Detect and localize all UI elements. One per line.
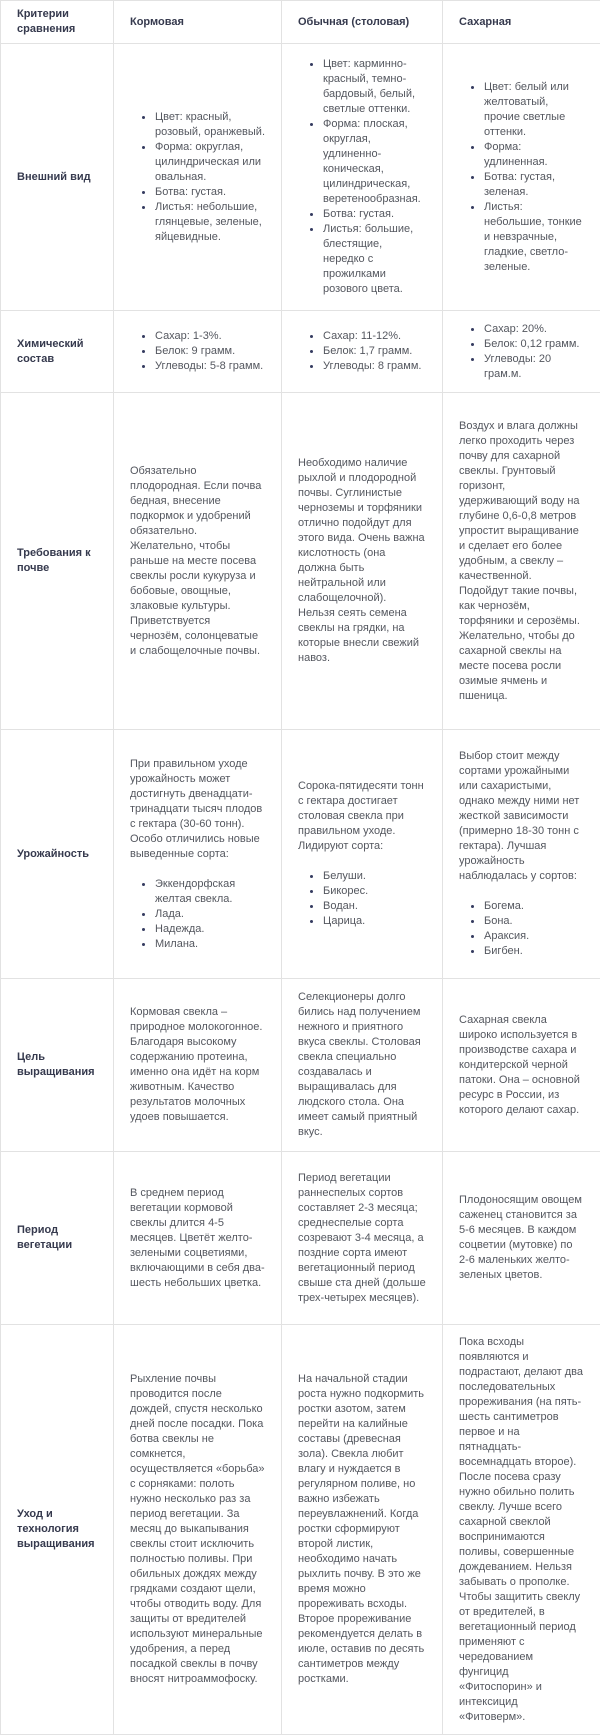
bullet-item: • Цвет: красный, розовый, оранжевый.	[154, 110, 265, 140]
content-cell	[114, 393, 282, 730]
bullet-list	[459, 322, 584, 382]
content-cell	[282, 1152, 443, 1325]
content-cell	[443, 730, 600, 979]
bullet-item: • Углеводы: 8 грамм.	[322, 359, 426, 374]
bullet-item: • Сахар: 1-3%.	[154, 329, 265, 344]
bullet-item: • Белок: 1,7 грамм.	[322, 344, 426, 359]
bullet-item: • Водан.	[322, 899, 426, 914]
bullet-item: • Белок: 0,12 грамм.	[483, 337, 584, 352]
cell-paragraph: Рыхление почвы проводится после дождей, спустя несколько дней после посадки. Пока ботва свеклы не сомкнется, осуществляется «борьба» с сорняками: полоть нужно несколько раз за период вегетации. За месяц до выкапывания свеклы стоит исключить полностью поливы. При обильных дождях между грядками создают щели, чтобы отводить воду. Для защиты от вредителей используют минеральные удобрения, а перед посадкой свеклы в почву вносят нитроаммофоску.	[130, 1373, 265, 1685]
bullet-item: • Листья: большие, блестящие, нередко с прожилками розового цвета.	[322, 222, 426, 297]
cell-paragraph: В среднем период вегетации кормовой свеклы длится 4-5 месяцев. Цветёт желто-зелеными соцветиями, включающими в себя два-шесть небольших цветка.	[130, 1186, 265, 1289]
bullet-list	[130, 329, 265, 374]
cell-paragraph: Плодоносящим овощем саженец становится за 5-6 месяцев. В каждом соцветии (мутовке) по 2-6 маленьких желто-зеленых цветов.	[459, 1194, 582, 1281]
table-row	[1, 979, 600, 1152]
bullet-list	[298, 57, 426, 297]
bullet-item: • Ботва: густая.	[154, 185, 265, 200]
cell-paragraph: На начальной стадии роста нужно подкормить ростки азотом, затем перейти на калийные составы (древесная зола). Свекла любит влагу и нуждается в регулярном поливе, но важно избежать переувлажнений. Когда ростки сформируют второй листик, необходимо начать рыхлить почву. В это же время можно прореживать всходы. Второе прореживание рекомендуется делать в июле, оставив по десять сантиметров между ростками.	[298, 1373, 425, 1685]
bullet-item: • Царица.	[322, 914, 426, 929]
cell-paragraph: Период вегетации раннеспелых сортов составляет 2-3 месяца; среднеспелые сорта созревают 3-4 месяца, а поздние сорта имеют вегетационный период свыше ста дней (дольше трех-четырех месяцев).	[298, 1171, 426, 1304]
bullet-item: • Листья: небольшие, глянцевые, зеленые, яйцевидные.	[154, 200, 265, 245]
table-header	[1, 1, 600, 44]
content-cell	[282, 1325, 443, 1735]
bullet-item: • Цвет: белый или желтоватый, прочие светлые оттенки.	[483, 80, 584, 140]
cell-paragraph: Пока всходы появляются и подрастают, делают два последовательных прореживания (на пять-шесть сантиметров первое и на пятнадцать-восемнадцать второе). После посева сразу нужно обильно полить свеклу. Лучше всего сахарной свеклой воспринимаются поливы, совершенные дождеванием. Нельзя забывать о прополке. Чтобы защитить свеклу от вредителей, в вегетационный период применяют с чередованием фунгицид «Фитоспорин» и интексицид «Фитоверм».	[459, 1335, 584, 1723]
content-cell	[443, 1325, 600, 1735]
bullet-item: • Форма: округлая, цилиндрическая или овальная.	[154, 140, 265, 185]
content-cell	[282, 730, 443, 979]
content-cell	[114, 44, 282, 311]
header-fodder-beet: Кормовая	[114, 1, 282, 44]
bullet-item: • Сахар: 11-12%.	[322, 329, 426, 344]
table-row	[1, 311, 600, 393]
content-cell	[443, 393, 600, 730]
header-table-beet: Обычная (столовая)	[282, 1, 443, 44]
content-cell	[282, 979, 443, 1152]
row-label: Внешний вид	[1, 44, 114, 311]
table-row	[1, 44, 600, 311]
cell-paragraph: Сорока-пятидесяти тонн с гектара достигает столовая свекла при правильном уходе. Лидируют сорта:	[298, 780, 424, 852]
content-cell	[114, 1325, 282, 1735]
cell-paragraph: Обязательно плодородная. Если почва бедная, внесение подкормок и удобрений обязательно. Желательно, чтобы раньше на месте посева свеклы росли кукуруза и бобовые, овощные, злаковые культуры. Приветствуется чернозём, солонцеватые и слабощелочные почвы.	[130, 464, 262, 657]
bullet-item: • Форма: плоская, округлая, удлиненно-коническая, цилиндрическая, веретенообразная.	[322, 117, 426, 207]
bullet-item: • Листья: небольшие, тонкие и невзрачные, гладкие, светло-зеленые.	[483, 200, 584, 275]
content-cell	[114, 979, 282, 1152]
bullet-item: • Надежда.	[154, 922, 265, 937]
bullet-list	[459, 80, 584, 275]
bullet-item: • Эккендорфская желтая свекла.	[154, 877, 265, 907]
cell-paragraph: Необходимо наличие рыхлой и плодородной почвы. Суглинистые черноземы и торфяники отлично подойдут для этого вида. Очень важна кислотность (она должна быть нейтральной или слабощелочной). Нельзя сеять семена свеклы на грядки, на которые внесли свежий навоз.	[298, 457, 425, 664]
content-cell	[443, 979, 600, 1152]
content-cell	[443, 44, 600, 311]
row-label: Уход и технология выращивания	[1, 1325, 114, 1735]
header-sugar-beet: Сахарная	[443, 1, 600, 44]
bullet-list	[130, 877, 265, 952]
bullet-item: • Форма: удлиненная.	[483, 140, 584, 170]
bullet-item: • Ботва: густая.	[322, 207, 426, 222]
bullet-item: • Цвет: карминно-красный, темно-бардовый, белый, светлые оттенки.	[322, 57, 426, 117]
bullet-item: • Милана.	[154, 937, 265, 952]
content-cell	[114, 1152, 282, 1325]
row-label: Урожайность	[1, 730, 114, 979]
bullet-item: • Бона.	[483, 914, 584, 929]
content-cell	[114, 311, 282, 393]
row-label: Требования к почве	[1, 393, 114, 730]
cell-paragraph: Сахарная свекла широко используется в производстве сахара и кондитерской черной патоки. Она – основной ресурс в России, из которого делают сахар.	[459, 1013, 580, 1116]
bullet-item: • Лада.	[154, 907, 265, 922]
content-cell	[282, 393, 443, 730]
bullet-item: • Араксия.	[483, 929, 584, 944]
content-cell	[282, 44, 443, 311]
bullet-list	[130, 110, 265, 245]
cell-paragraph: Кормовая свекла – природное молокогонное. Благодаря высокому содержанию протеина, именно она идёт на корм животным. Качество результатов молочных удоев повышается.	[130, 1006, 263, 1123]
cell-paragraph: Воздух и влага должны легко проходить через почву для сахарной свеклы. Грунтовый горизонт, удерживающий воду на глубине 0,6-0,8 метров упростит выращивание и сделает его более удобным, а свеклу – качественной. Подойдут такие почвы, как чернозём, торфяники и серозёмы. Желательно, чтобы до сахарной свеклы на месте посева росли озимые ячмень и пшеница.	[459, 419, 580, 702]
header-criteria: Критерии сравнения	[1, 1, 114, 44]
table-row	[1, 1325, 600, 1735]
row-label: Цель выращивания	[1, 979, 114, 1152]
bullet-item: • Бигбен.	[483, 944, 584, 959]
cell-paragraph: При правильном уходе урожайность может достигнуть двенадцати-тринадцати тысяч плодов с гектара (30-60 тонн). Особо отличились новые выведенные сорта:	[130, 757, 263, 860]
bullet-list	[298, 329, 426, 374]
bullet-item: • Богема.	[483, 899, 584, 914]
bullet-item: • Белуши.	[322, 869, 426, 884]
bullet-list	[298, 869, 426, 929]
bullet-item: • Сахар: 20%.	[483, 322, 584, 337]
table-row	[1, 1152, 600, 1325]
bullet-list	[459, 899, 584, 959]
content-cell	[114, 730, 282, 979]
table-body	[1, 44, 600, 1735]
content-cell	[443, 311, 600, 393]
cell-paragraph: Выбор стоит между сортами урожайными или сахаристыми, однако между ними нет жесткой зависимости (примерно 18-30 тонн с гектара). Лучшая урожайность наблюдалась у сортов:	[459, 750, 580, 882]
content-cell	[282, 311, 443, 393]
bullet-item: • Бикорес.	[322, 884, 426, 899]
cell-paragraph: Селекционеры долго бились над получением нежного и приятного вкуса свеклы. Столовая свекла специально создавалась и выращивалась для людского стола. Она имеет самый приятный вкус.	[298, 991, 421, 1138]
row-label: Период вегетации	[1, 1152, 114, 1325]
table-row	[1, 393, 600, 730]
bullet-item: • Углеводы: 20 грам.м.	[483, 352, 584, 382]
bullet-item: • Углеводы: 5-8 грамм.	[154, 359, 265, 374]
row-label: Химический состав	[1, 311, 114, 393]
bullet-item: • Белок: 9 грамм.	[154, 344, 265, 359]
bullet-item: • Ботва: густая, зеленая.	[483, 170, 584, 200]
header-row	[1, 1, 600, 44]
content-cell	[443, 1152, 600, 1325]
table-row	[1, 730, 600, 979]
